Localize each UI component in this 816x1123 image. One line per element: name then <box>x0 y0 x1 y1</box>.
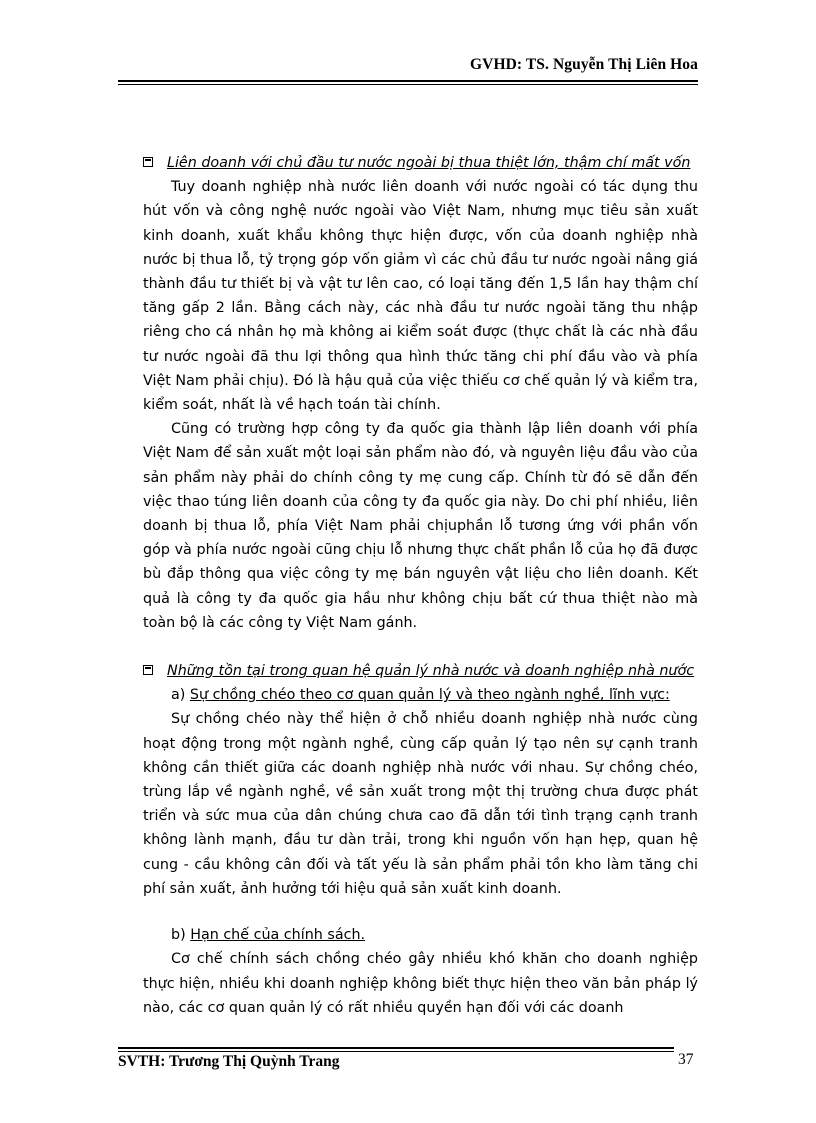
spacer <box>143 635 698 659</box>
subheading-b-prefix: b) <box>171 927 191 944</box>
document-body <box>143 151 698 1020</box>
subheading-a <box>143 683 698 707</box>
header-rule-thin <box>118 84 698 85</box>
page-number: 37 <box>678 1051 694 1068</box>
section2-paragraph-a: Sự chồng chéo này thể hiện ở chỗ nhiều doanh nghiệp nhà nước cùng hoạt động trong một ngành nghề, cùng cấp quản lý tạo nên sự cạnh tranh không cần thiết giữa các doanh nghiệp nhà nước với nhau. Sự chồng chéo, trùng lắp về ngành nghề, về sản xuất trong một thị trường chưa được phát triển và sức mua của dân chúng chưa cao đã dẫn tới tình trạng cạnh tranh không lành mạnh, đầu tư dàn trải, trong khi nguồn vốn hạn hẹp, quan hệ cung - cầu không cân đối và tất yếu là sản phẩm phải tồn kho làm tăng chi phí sản xuất, ảnh hưởng tới hiệu quả sản xuất kinh doanh. <box>143 711 698 897</box>
footer-rule-thin <box>118 1051 674 1052</box>
footer-rule-thick <box>118 1047 674 1049</box>
header-supervisor: GVHD: TS. Nguyễn Thị Liên Hoa <box>470 56 698 73</box>
section2-heading-line <box>143 659 698 683</box>
section1-heading-line <box>143 151 698 175</box>
footer-author: SVTH: Trương Thị Quỳnh Trang <box>118 1053 340 1070</box>
header-rule-thick <box>118 80 698 82</box>
section2-paragraph-b: Cơ chế chính sách chồng chéo gây nhiều khó khăn cho doanh nghiệp thực hiện, nhiều khi doanh nghiệp không biết thực hiện theo văn bản pháp lý nào, các cơ quan quản lý có rất nhiều quyền hạn đối với các doanh <box>143 951 698 1016</box>
section1-paragraph-2: Cũng có trường hợp công ty đa quốc gia thành lập liên doanh với phía Việt Nam để sản xuất một loại sản phẩm nào đó, và nguyên liệu đầu vào của sản phẩm này phải do chính công ty mẹ cung cấp. Chính từ đó sẽ dẫn đến việc thao túng liên doanh của công ty đa quốc gia này. Do chi phí nhiều, liên doanh bị thua lỗ, phía Việt Nam phải chịuphần lỗ tương ứng với phần vốn góp và phía nước ngoài cũng chịu lỗ nhưng thực chất phần lỗ của họ đã được bù đắp thông qua việc công ty mẹ bán nguyên vật liệu cho liên doanh. Kết quả là công ty đa quốc gia hầu như không chịu bất cứ thua thiệt nào mà toàn bộ là các công ty Việt Nam gánh. <box>143 421 698 631</box>
spacer <box>143 901 698 923</box>
subheading-a-title: Sự chồng chéo theo cơ quan quản lý và theo ngành nghề, lĩnh vực: <box>189 687 670 704</box>
section2-heading: Những tồn tại trong quan hệ quản lý nhà nước và doanh nghiệp nhà nước <box>167 663 695 680</box>
subheading-b <box>143 923 698 947</box>
checkbox-bullet-icon <box>143 157 153 167</box>
checkbox-bullet-icon <box>143 665 153 675</box>
subheading-a-prefix: a) <box>171 687 190 704</box>
section1-heading: Liên doanh với chủ đầu tư nước ngoài bị thua thiệt lớn, thậm chí mất vốn <box>167 155 691 171</box>
subheading-b-title: Hạn chế của chính sách. <box>190 927 366 944</box>
section1-paragraph-1: Tuy doanh nghiệp nhà nước liên doanh với nước ngoài có tác dụng thu hút vốn và công nghệ nước ngoài vào Việt Nam, nhưng mục tiêu sản xuất kinh doanh, xuất khẩu không thực hiện được, vốn của doanh nghiệp nhà nước bị thua lỗ, tỷ trọng góp vốn giảm vì các chủ đầu tư nước ngoài nâng giá thành đầu tư thiết bị và vật tư lên cao, có loại tăng đến 1,5 lần hay thậm chí tăng gấp 2 lần. Bằng cách này, các nhà đầu tư nước ngoài tăng thu nhập riêng cho cá nhân họ mà không ai kiểm soát được (thực chất là các nhà đầu tư nước ngoài đã thu lợi thông qua hình thức tăng chi phí đầu vào và phía Việt Nam phải chịu). Đó là hậu quả của việc thiếu cơ chế quản lý và kiểm tra, kiểm soát, nhất là về hạch toán tài chính. <box>143 179 698 414</box>
